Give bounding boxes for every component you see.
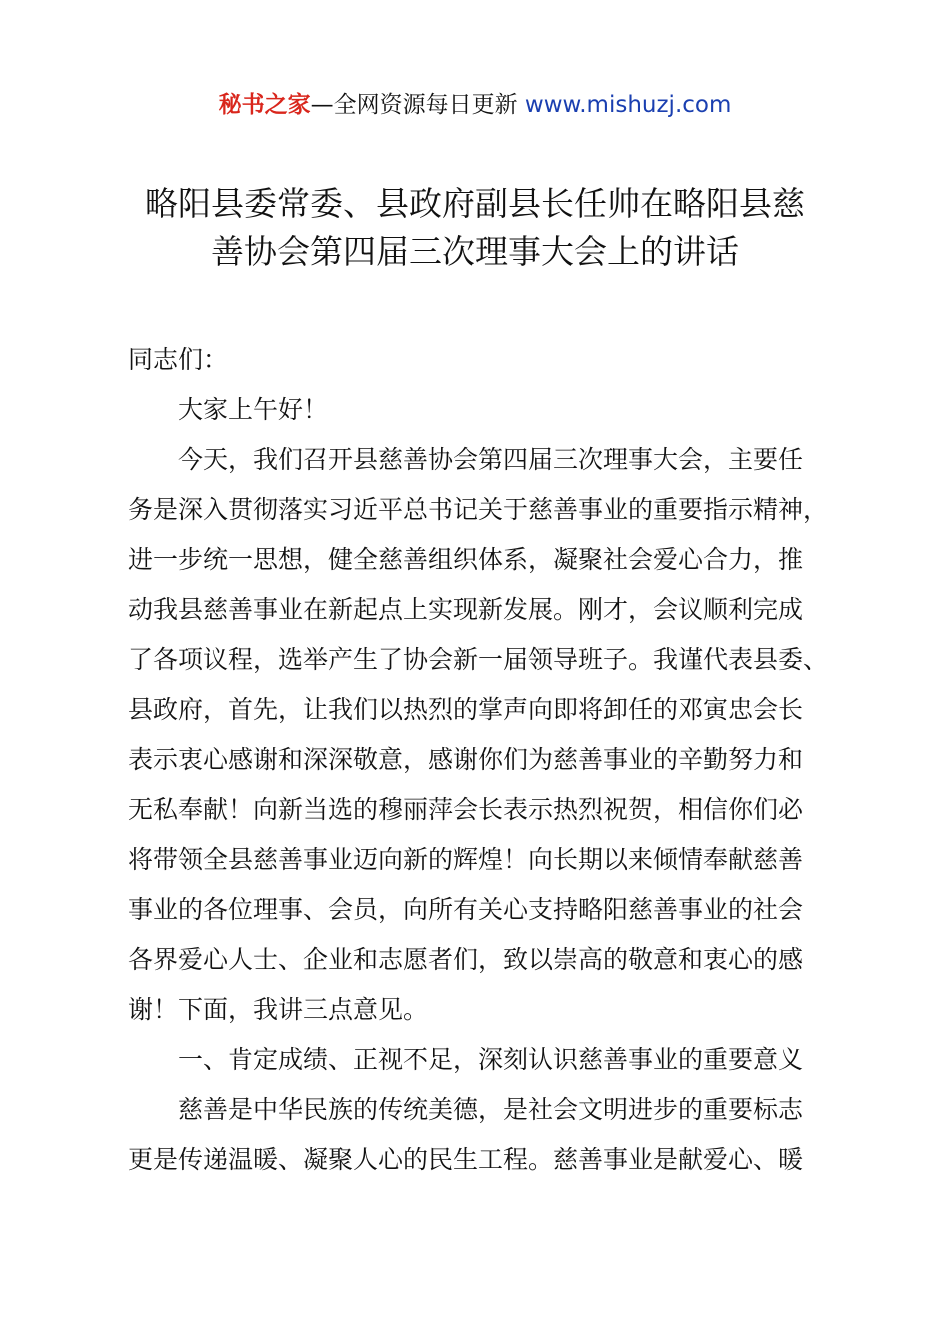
paragraph-line: 无私奉献！向新当选的穆丽萍会长表示热烈祝贺，相信你们必 (128, 795, 804, 824)
paragraph-line: 动我县慈善事业在新起点上实现新发展。刚才，会议顺利完成 (128, 595, 804, 624)
site-url-link[interactable]: www.mishuzj.com (524, 92, 732, 118)
greeting: 大家上午好！ (178, 395, 329, 424)
brand-name: 秘书之家 (218, 92, 311, 118)
paragraph-line: 务是深入贯彻落实习近平总书记关于慈善事业的重要指示精神， (128, 495, 829, 524)
paragraph-line: 县政府，首先，让我们以热烈的掌声向即将卸任的邓寅忠会长 (128, 695, 804, 724)
header-banner (0, 88, 950, 122)
paragraph-line: 谢！下面，我讲三点意见。 (128, 995, 429, 1024)
section-heading-1: 一、肯定成绩、正视不足，深刻认识慈善事业的重要意义 (178, 1045, 804, 1074)
paragraph-line: 将带领全县慈善事业迈向新的辉煌！向长期以来倾情奉献慈善 (128, 845, 804, 874)
paragraph-line: 了各项议程，选举产生了协会新一届领导班子。我谨代表县委、 (128, 645, 829, 674)
paragraph-line: 进一步统一思想，健全慈善组织体系，凝聚社会爱心合力，推 (128, 545, 804, 574)
paragraph-line: 表示衷心感谢和深深敬意，感谢你们为慈善事业的辛勤努力和 (128, 745, 804, 774)
paragraph-2 (128, 1085, 838, 1185)
header-tagline: —全网资源每日更新 (310, 92, 525, 118)
paragraph-line: 事业的各位理事、会员，向所有关心支持略阳慈善事业的社会 (128, 895, 804, 924)
paragraph-line: 慈善是中华民族的传统美德，是社会文明进步的重要标志 (178, 1095, 804, 1124)
paragraph-line: 各界爱心人士、企业和志愿者们，致以崇高的敬意和衷心的感 (128, 945, 804, 974)
paragraph-line: 今天，我们召开县慈善协会第四届三次理事大会，主要任 (178, 445, 804, 474)
paragraph-1 (128, 435, 838, 1035)
title-line-2: 善协会第四届三次理事大会上的讲话 (211, 232, 739, 271)
paragraph-line: 更是传递温暖、凝聚人心的民生工程。慈善事业是献爱心、暖 (128, 1145, 804, 1174)
document-body (128, 335, 838, 1185)
salutation: 同志们： (128, 345, 229, 374)
title-line-1: 略阳县委常委、县政府副县长任帅在略阳县慈 (145, 184, 805, 223)
document-title (120, 180, 830, 276)
